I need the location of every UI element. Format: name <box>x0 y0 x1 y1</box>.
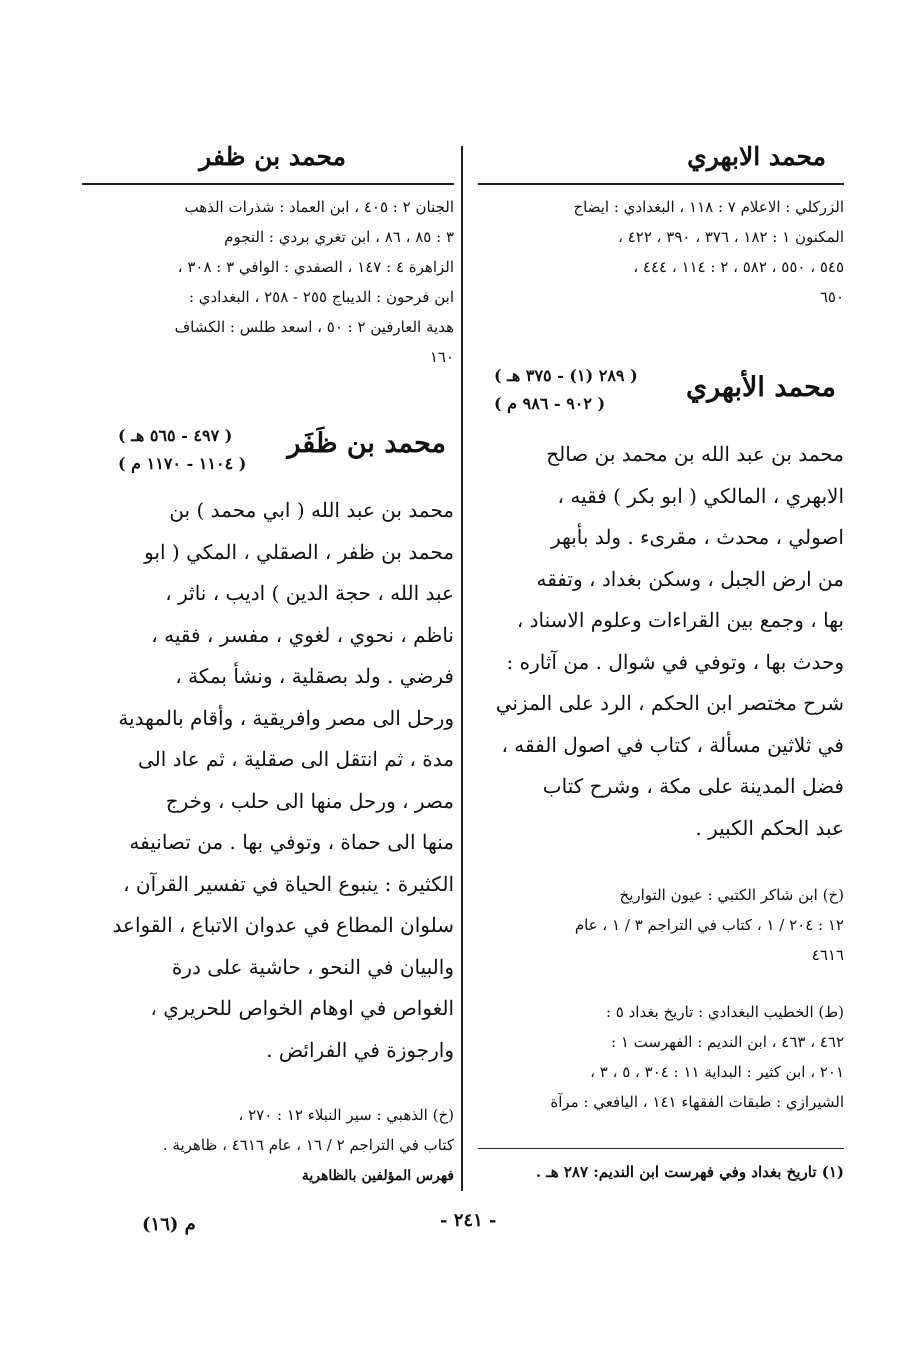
text-line: (خ) ابن شاكر الكتبي : عيون التواريخ <box>619 886 844 904</box>
text-line: ٥٤٥ ، ٥٥٠ ، ٥٨٢ ، ٢ : ١١٤ ، ٤٤٤ ، <box>633 258 844 276</box>
left-sources-1 <box>82 1100 454 1160</box>
text-line: ٢٠١ ، ابن كثير : البداية ١١ : ٣٠٤ ، ٥ ، ٣ ، <box>590 1063 844 1081</box>
text-line: وارجوزة في الفرائض . <box>266 1037 454 1062</box>
text-line: وحدث بها ، وتوفي في شوال . من آثاره : <box>506 649 844 674</box>
text-line: (ط) الخطيب البغدادي : تاريخ بغداد ٥ : <box>605 1003 844 1021</box>
text-line: مدة ، ثم انتقل الى صقلية ، ثم عاد الى <box>137 747 454 771</box>
column-divider <box>461 146 463 1191</box>
entry-dates-gregorian: ( ١١٠٤ - ١١٧٠ م ) <box>118 454 247 473</box>
text-line: عبد الحكم الكبير . <box>695 815 844 840</box>
text-line: ٦٥٠ <box>819 288 844 306</box>
entry-dates-hijri: ( ٢٨٩ (١) - ٣٧٥ هـ ) <box>494 366 638 385</box>
text-line: عبد الله ، حجة الدين ) اديب ، ناثر ، <box>165 581 454 605</box>
header-rule-left <box>82 183 454 185</box>
text-line: الكثيرة : ينبوع الحياة في تفسير القرآن ، <box>123 871 454 896</box>
text-line: كتاب في التراجم ٢ / ١٦ ، عام ٤٦١٦ ، ظاهرية . <box>162 1136 454 1154</box>
entry-title-zafar: محمد بن ظَفَر <box>287 428 446 459</box>
text-line: محمد بن عبد الله ( ابي محمد ) بن <box>169 498 454 522</box>
entry-title-abhari: محمد الأبهري <box>686 372 836 403</box>
text-line: المكنون ١ : ١٨٢ ، ٣٧٦ ، ٣٩٠ ، ٤٢٢ ، <box>618 228 844 246</box>
text-line: والبيان في النحو ، حاشية على درة <box>171 954 454 979</box>
entry-dates-gregorian: ( ٩٠٢ - ٩٨٦ م ) <box>494 394 606 413</box>
text-line: شرح مختصر ابن الحكم ، الرد على المزني <box>495 691 844 715</box>
entry-bio-zafar <box>82 490 454 1071</box>
text-line: ابن فرحون : الديباج ٢٥٥ - ٢٥٨ ، البغدادي : <box>188 288 454 306</box>
text-line: فرضي . ولد بصقلية ، ونشأ بمكة ، <box>175 664 454 688</box>
right-sources-2 <box>478 997 844 1117</box>
text-line: اصولي ، محدث ، مقرىء . ولد بأبهر <box>550 525 844 549</box>
footnote: (١) تاريخ بغداد وفي فهرست ابن النديم: ٢٨٧ هـ . <box>535 1163 844 1181</box>
text-line: الزاهرة ٤ : ١٤٧ ، الصفدي : الوافي ٣ : ٣٠٨ ، <box>177 258 454 276</box>
text-line: الشيرازي : طبقات الفقهاء ١٤١ ، اليافعي : مرآة <box>550 1093 844 1111</box>
running-header-left: محمد بن ظفر <box>199 142 346 171</box>
text-line: ناظم ، نحوي ، لغوي ، مفسر ، فقيه ، <box>151 622 454 647</box>
text-line: من ارض الجبل ، وسكن بغداد ، وتفقه <box>536 566 844 591</box>
text-line: في ثلاثين مسألة ، كتاب في اصول الفقه ، <box>501 732 844 757</box>
text-line: سلوان المطاع في عدوان الاتباع ، القواعد <box>112 913 454 937</box>
signature-mark: م (١٦) <box>142 1214 196 1235</box>
text-line: ٤٦٢ ، ٤٦٣ ، ابن النديم : الفهرست ١ : <box>611 1033 844 1051</box>
entry-bio-abhari <box>478 434 844 849</box>
footnote-rule <box>478 1148 844 1149</box>
page-number: - ٢٤١ - <box>440 1210 497 1231</box>
text-line: ٣ : ٨٥ ، ٨٦ ، ابن تغري بردي : النجوم <box>224 228 454 246</box>
entry-dates-hijri: ( ٤٩٧ - ٥٦٥ هـ ) <box>118 426 233 445</box>
text-line: الابهري ، المالكي ( ابو بكر ) فقيه ، <box>557 483 844 508</box>
left-footer-note: فهرس المؤلفين بالظاهرية <box>301 1168 454 1184</box>
text-line: منها الى حماة ، وتوفي بها . من تصانيفه <box>129 830 454 854</box>
text-line: الزركلي : الاعلام ٧ : ١١٨ ، البغدادي : ايضاح <box>573 198 844 216</box>
text-line: ورحل الى مصر وافريقية ، وأقام بالمهدية <box>118 705 454 730</box>
left-refs-top <box>82 192 454 372</box>
text-line: الجنان ٢ : ٤٠٥ ، ابن العماد : شذرات الذهب <box>184 198 454 216</box>
text-line: الغواص في اوهام الخواص للحريري ، <box>150 996 454 1020</box>
right-sources-1 <box>478 880 844 970</box>
text-line: (خ) الذهبي : سير النبلاء ١٢ : ٢٧٠ ، <box>238 1106 454 1124</box>
running-header-right: محمد الابهري <box>687 142 826 171</box>
text-line: محمد بن عبد الله بن محمد بن صالح <box>546 442 844 466</box>
header-rule-right <box>478 183 844 185</box>
right-refs-top <box>478 192 844 312</box>
text-line: ١٦٠ <box>429 348 454 366</box>
text-line: ٤٦١٦ <box>811 946 844 964</box>
text-line: ١٢ : ٢٠٤ / ١ ، كتاب في التراجم ٣ / ١ ، عام <box>574 916 844 934</box>
text-line: محمد بن ظفر ، الصقلي ، المكي ( ابو <box>144 539 454 564</box>
text-line: فضل المدينة على مكة ، وشرح كتاب <box>542 774 844 798</box>
text-line: بها ، وجمع بين القراءات وعلوم الاسناد ، <box>516 608 844 632</box>
text-line: مصر ، ورحل منها الى حلب ، وخرج <box>165 788 454 813</box>
text-line: هدية العارفين ٢ : ٥٠ ، اسعد طلس : الكشاف <box>174 318 454 336</box>
